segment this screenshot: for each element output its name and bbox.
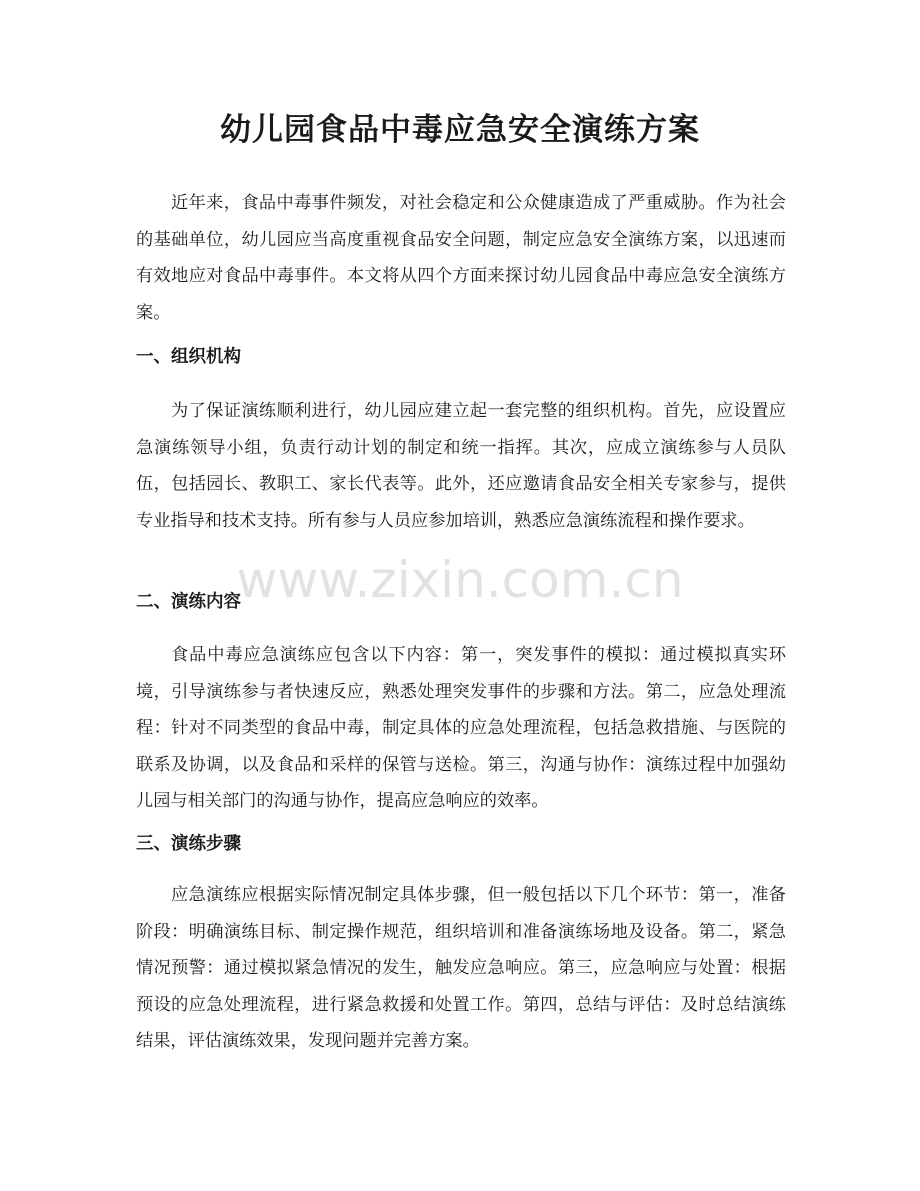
intro-paragraph: 近年来，食品中毒事件频发，对社会稳定和公众健康造成了严重威胁。作为社会的基础单位，幼儿园应当高度重视食品安全问题，制定应急安全演练方案，以迅速而有效地应对食品中毒事件。本文将从四个方面来探讨幼儿园食品中毒应急安全演练方案。: [136, 193, 786, 323]
section-body-content: 食品中毒应急演练应包含以下内容：第一，突发事件的模拟：通过模拟真实环境，引导演练参与者快速反应，熟悉处理突发事件的步骤和方法。第二，应急处理流程：针对不同类型的食品中毒，制定具体的应急处理流程，包括急救措施、与医院的联系及协调，以及食品和采样的保管与送检。第三，沟通与协作：演练过程中加强幼儿园与相关部门的沟通与协作，提高应急响应的效率。: [136, 645, 786, 811]
section-heading-steps: 三、演练步骤: [136, 834, 241, 854]
document-title: 幼儿园食品中毒应急安全演练方案: [220, 112, 700, 148]
section-heading-content: 二、演练内容: [136, 592, 241, 612]
section-heading-organization: 一、组织机构: [136, 347, 241, 367]
section-body-organization: 为了保证演练顺利进行，幼儿园应建立起一套完整的组织机构。首先，应设置应急演练领导小组，负责行动计划的制定和统一指挥。其次，应成立演练参与人员队伍，包括园长、教职工、家长代表等。此外，还应邀请食品安全相关专家参与，提供专业指导和技术支持。所有参与人员应参加培训，熟悉应急演练流程和操作要求。: [136, 401, 786, 531]
section-body-steps: 应急演练应根据实际情况制定具体步骤，但一般包括以下几个环节：第一，准备阶段：明确演练目标、制定操作规范，组织培训和准备演练场地及设备。第二，紧急情况预警：通过模拟紧急情况的发生，触发应急响应。第三，应急响应与处置：根据预设的应急处理流程，进行紧急救援和处置工作。第四，总结与评估：及时总结演练结果，评估演练效果，发现问题并完善方案。: [136, 885, 786, 1051]
watermark-text: www.zixin.com.cn: [236, 551, 684, 609]
